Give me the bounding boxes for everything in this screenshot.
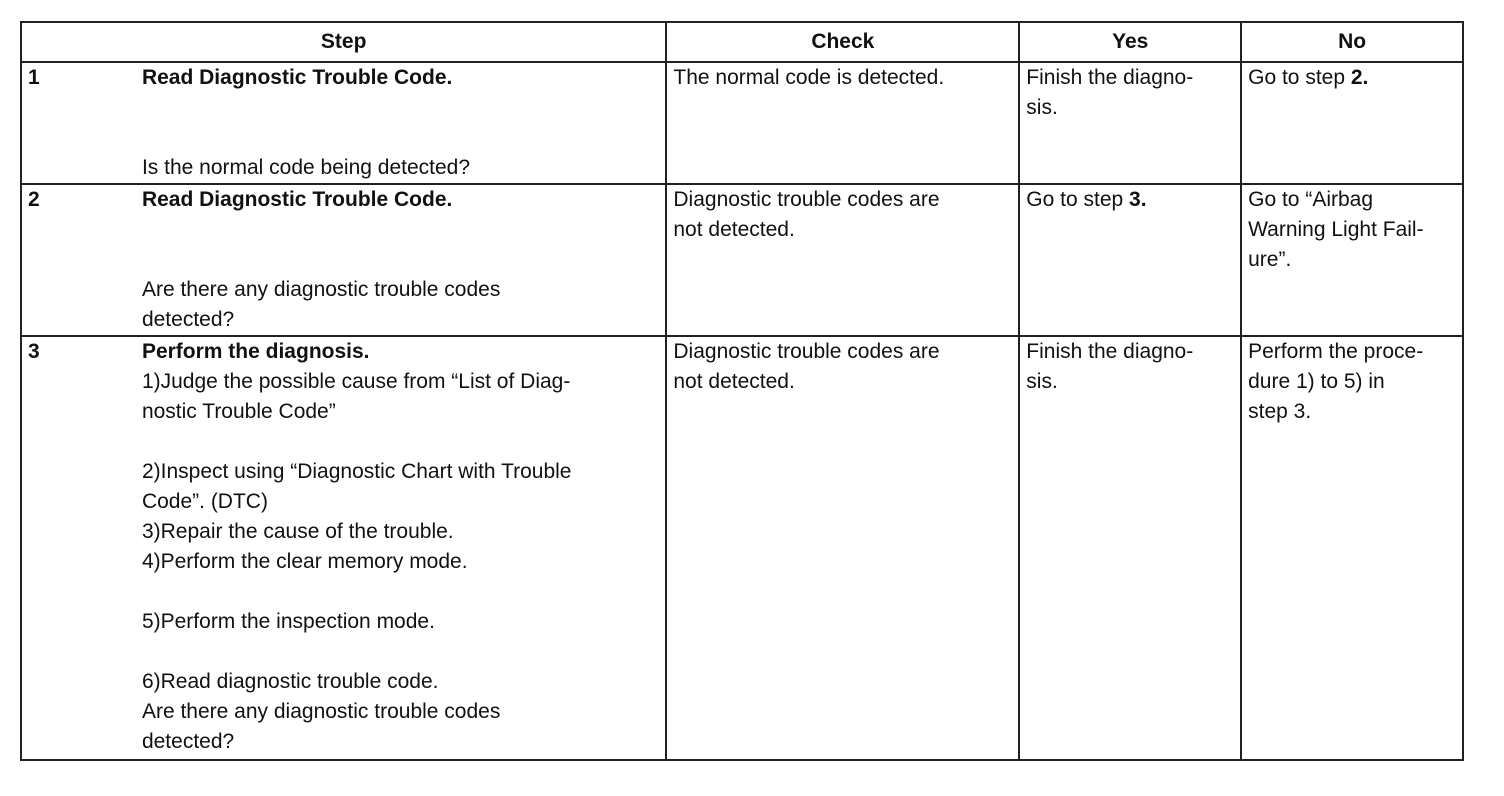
no-text-line: Warning Light Fail-	[1248, 218, 1424, 241]
yes-text-line: sis.	[1026, 370, 1058, 393]
substep-line: 1)Judge the possible cause from “List of Diag-	[141, 370, 571, 393]
step-question-line: Are there any diagnostic trouble codes	[141, 278, 501, 301]
step-number: 2	[21, 184, 136, 336]
substep-line: 4)Perform the clear memory mode.	[141, 550, 468, 573]
header-check: Check	[666, 22, 1019, 62]
yes-step-ref: 3.	[1129, 188, 1147, 211]
yes-cell	[1019, 62, 1241, 184]
no-text-line: step 3.	[1248, 400, 1312, 423]
substep-line: detected?	[141, 730, 235, 753]
step-description	[136, 62, 666, 184]
no-cell	[1241, 184, 1463, 336]
no-text	[1248, 63, 1456, 93]
table-header	[21, 22, 1463, 62]
check-text-line: not detected.	[673, 370, 795, 393]
step-description	[136, 336, 666, 760]
table-body	[21, 62, 1463, 760]
step-number: 3	[21, 336, 136, 760]
table-row	[21, 62, 1463, 184]
no-text-line: Go to “Airbag	[1248, 188, 1374, 211]
substep-line: 2)Inspect using “Diagnostic Chart with Trouble	[141, 460, 572, 483]
check-cell	[666, 62, 1019, 184]
yes-text-line: Finish the diagno-	[1026, 340, 1194, 363]
substep-line: 5)Perform the inspection mode.	[141, 610, 435, 633]
no-text-line: Perform the proce-	[1248, 340, 1424, 363]
no-text-line: ure”.	[1248, 248, 1292, 271]
diagnostic-procedure-table	[20, 21, 1464, 761]
yes-text-prefix: Go to step	[1026, 188, 1130, 211]
table-row	[21, 336, 1463, 760]
step-question: Is the normal code being detected?	[141, 156, 471, 179]
step-title: Read Diagnostic Trouble Code.	[141, 66, 453, 89]
check-cell	[666, 184, 1019, 336]
substep-line: nostic Trouble Code”	[141, 400, 336, 423]
check-text-line: Diagnostic trouble codes are	[673, 340, 940, 363]
header-row	[21, 22, 1463, 62]
check-cell	[666, 336, 1019, 760]
no-cell	[1241, 62, 1463, 184]
table-row	[21, 184, 1463, 336]
header-step: Step	[21, 22, 666, 62]
yes-cell	[1019, 336, 1241, 760]
substep-line: Are there any diagnostic trouble codes	[141, 700, 501, 723]
yes-cell	[1019, 184, 1241, 336]
yes-text-line: sis.	[1026, 96, 1058, 119]
substep-line: 3)Repair the cause of the trouble.	[141, 520, 454, 543]
check-text: The normal code is detected.	[673, 66, 945, 89]
header-no: No	[1241, 22, 1463, 62]
substep-line: 6)Read diagnostic trouble code.	[141, 670, 439, 693]
step-question-line: detected?	[141, 308, 235, 331]
no-text-prefix: Go to step	[1248, 66, 1351, 89]
header-yes: Yes	[1019, 22, 1241, 62]
no-text-line: dure 1) to 5) in	[1248, 370, 1385, 393]
check-text-line: not detected.	[673, 218, 795, 241]
no-step-ref: 2.	[1350, 66, 1369, 89]
step-description	[136, 184, 666, 336]
substep-line: Code”. (DTC)	[141, 490, 268, 513]
step-title: Read Diagnostic Trouble Code.	[141, 188, 453, 211]
no-cell	[1241, 336, 1463, 760]
step-number: 1	[21, 62, 136, 184]
check-text-line: Diagnostic trouble codes are	[673, 188, 940, 211]
yes-text-line: Finish the diagno-	[1026, 66, 1194, 89]
step-title: Perform the diagnosis.	[141, 340, 370, 363]
yes-text	[1026, 185, 1234, 215]
